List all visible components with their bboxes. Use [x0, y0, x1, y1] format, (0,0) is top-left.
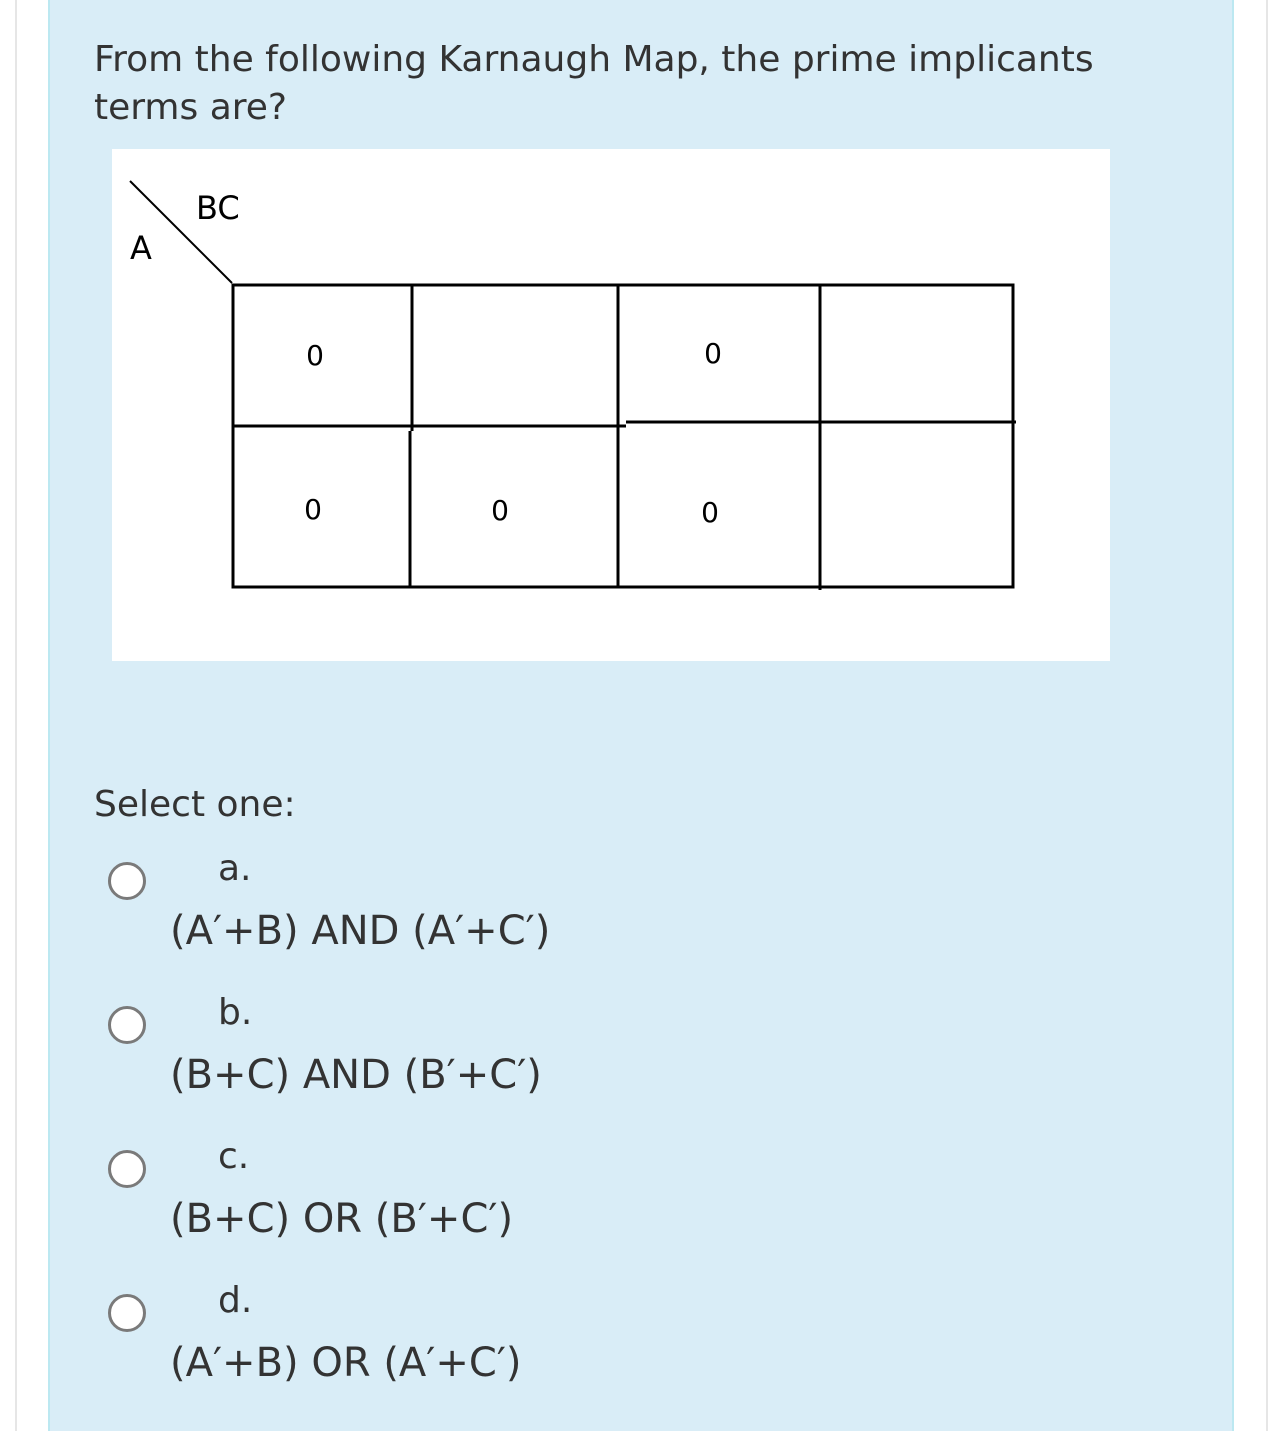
- left-border: [15, 0, 17, 1431]
- option-c-text[interactable]: (B+C) OR (B′+C′): [170, 1196, 514, 1242]
- option-a-letter: a.: [218, 848, 252, 889]
- option-b[interactable]: [108, 992, 808, 1136]
- select-one-label: Select one:: [94, 784, 296, 825]
- question-panel: [48, 0, 1234, 1431]
- option-d-letter: d.: [218, 1280, 253, 1321]
- option-d[interactable]: [108, 1280, 808, 1424]
- option-c-radio[interactable]: [108, 1150, 146, 1188]
- option-b-radio[interactable]: [108, 1006, 146, 1044]
- kmap-cell-r1-c0: 0: [304, 493, 322, 526]
- option-b-letter: b.: [218, 992, 253, 1033]
- kmap-row-var-label: A: [130, 229, 152, 267]
- option-a[interactable]: [108, 848, 808, 992]
- option-a-text[interactable]: (A′+B) AND (A′+C′): [170, 908, 551, 954]
- question-text: From the following Karnaugh Map, the prime implicants terms are?: [94, 39, 1094, 128]
- option-c-letter: c.: [218, 1136, 250, 1177]
- option-b-text[interactable]: (B+C) AND (B′+C′): [170, 1052, 542, 1098]
- kmap-col-var-label: BC: [196, 189, 240, 227]
- karnaugh-map-figure: [112, 149, 1110, 661]
- kmap-cell-r0-c0: 0: [306, 339, 324, 372]
- kmap-cell-r1-c1: 0: [491, 494, 509, 527]
- right-border: [1266, 0, 1268, 1431]
- option-d-radio[interactable]: [108, 1294, 146, 1332]
- option-a-radio[interactable]: [108, 862, 146, 900]
- karnaugh-map: [112, 149, 1110, 661]
- option-d-text[interactable]: (A′+B) OR (A′+C′): [170, 1340, 522, 1386]
- kmap-grid-border: [233, 285, 1013, 587]
- kmap-cell-r0-c2: 0: [704, 337, 722, 370]
- kmap-cell-r1-c2: 0: [701, 496, 719, 529]
- option-c[interactable]: [108, 1136, 808, 1280]
